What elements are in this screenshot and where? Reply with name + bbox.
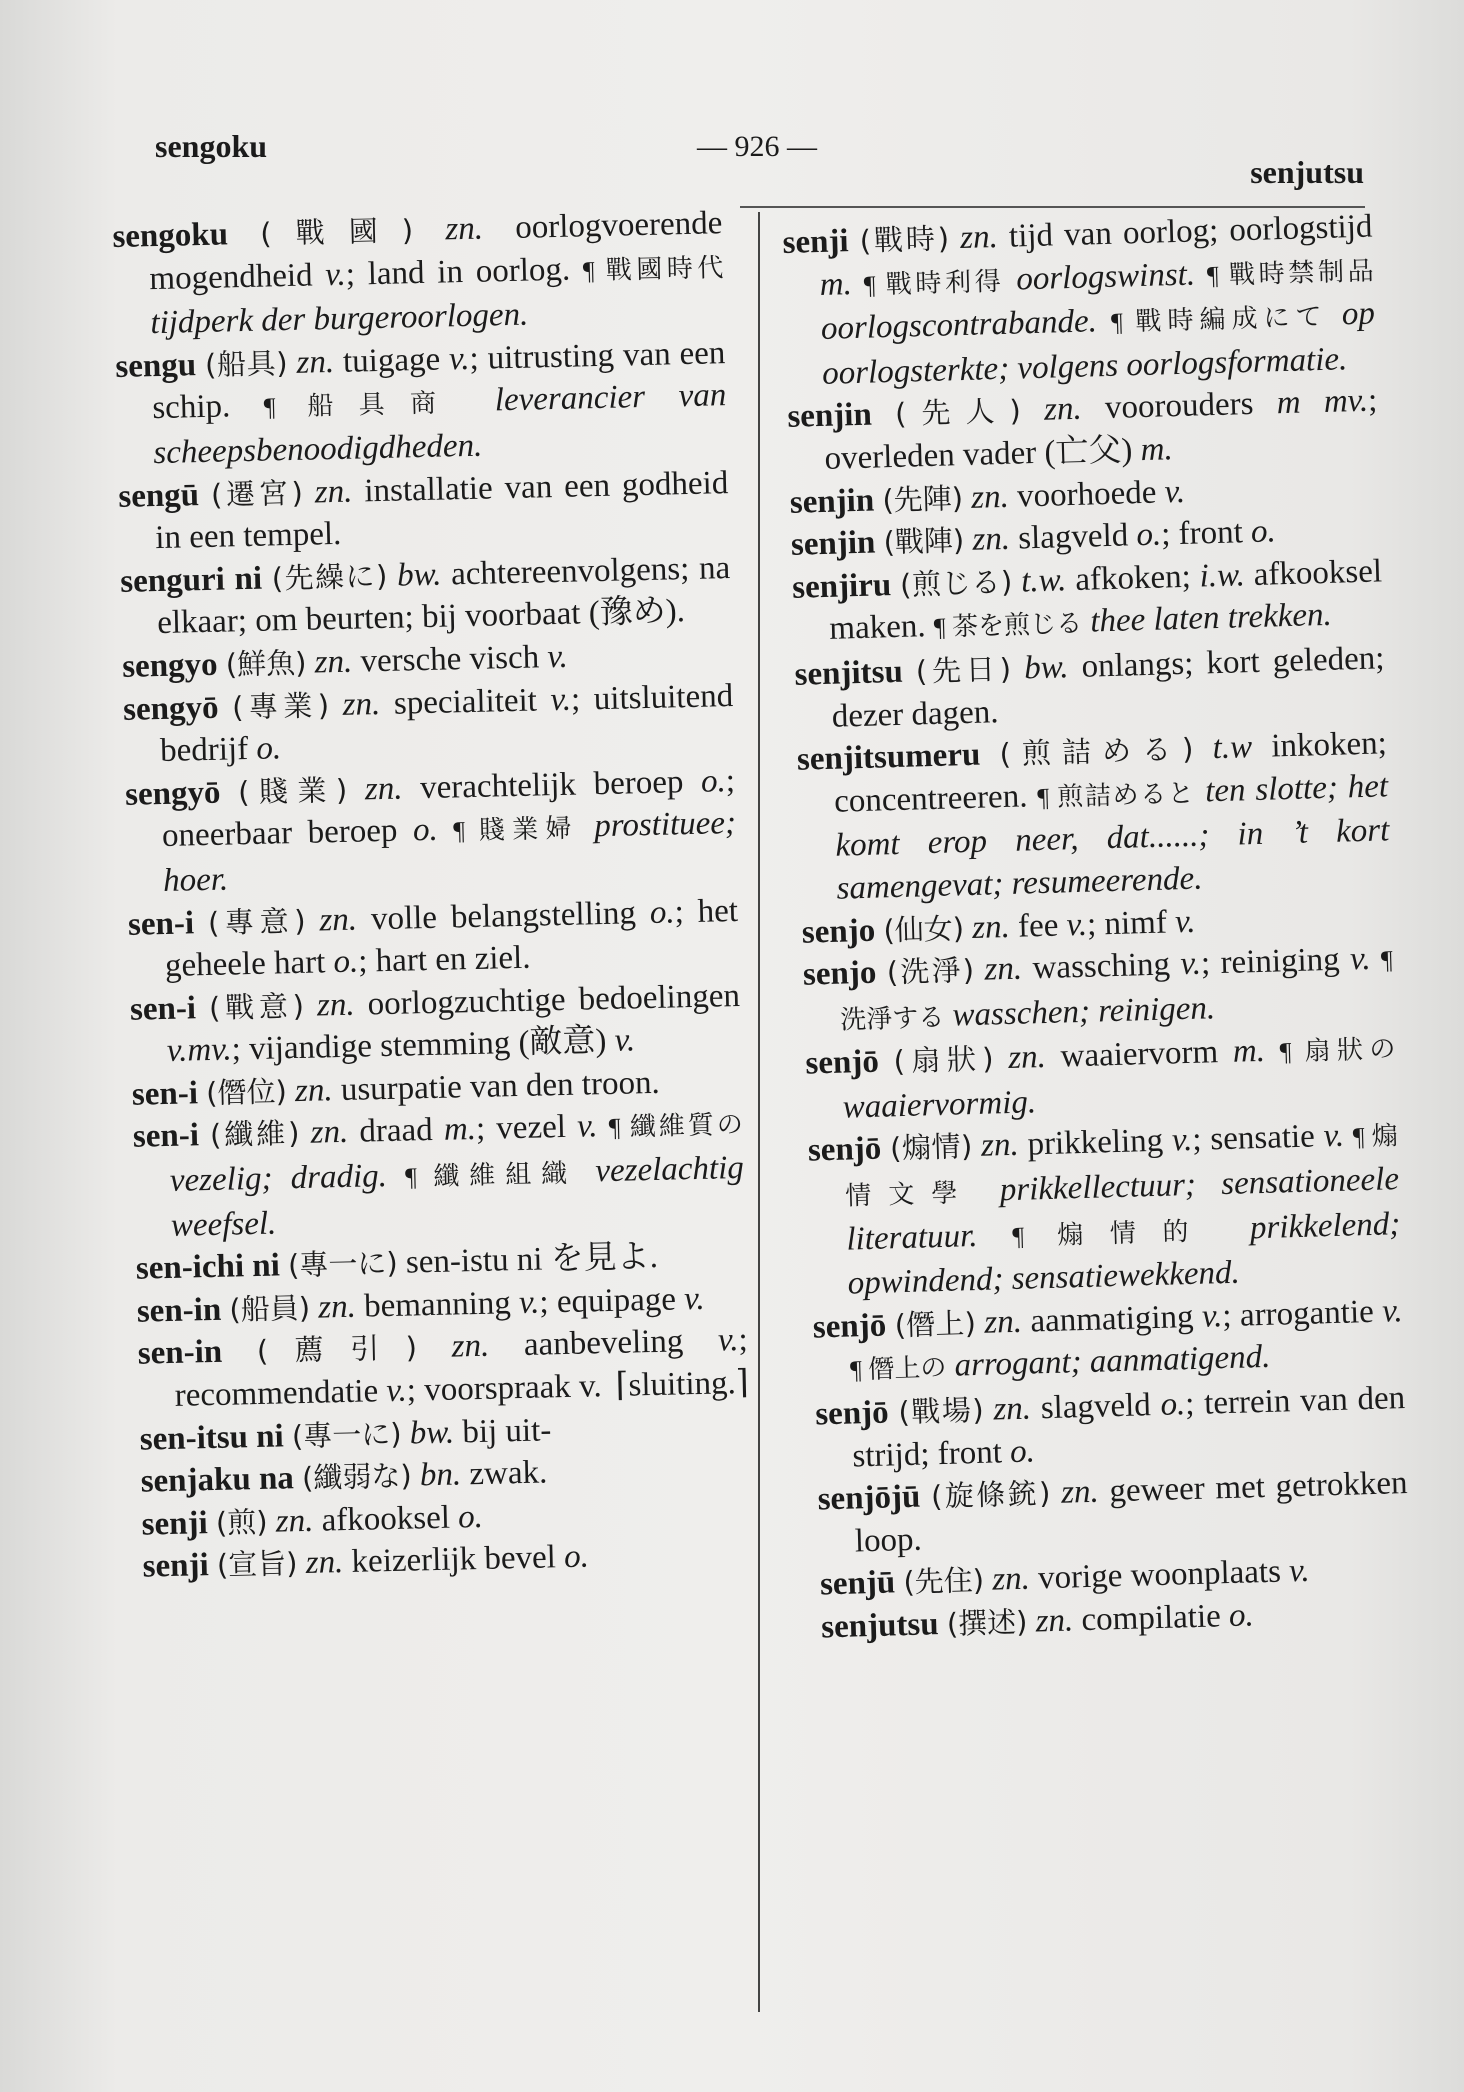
subentry-gloss: op oorlogsterkte; volgens oorlogsformatie.: [821, 295, 1376, 392]
gender: v.: [550, 681, 572, 718]
definition: ; vezel: [475, 1109, 567, 1148]
definition: installatie van een godheid in een tempel.: [154, 464, 729, 557]
part-of-speech: zn.: [1007, 1039, 1047, 1077]
kanji: (遷宮): [210, 475, 304, 512]
kanji: (先日): [915, 651, 1012, 689]
definition: oorlogzuchtige bedoelingen: [367, 977, 741, 1023]
part-of-speech: zn.: [971, 520, 1011, 558]
gender: o.: [1228, 1597, 1255, 1635]
part-of-speech: zn.: [992, 1390, 1032, 1428]
headword: senjo: [802, 954, 877, 993]
subentry-gloss: leverancier van scheepsbenoodigdheden.: [152, 377, 727, 472]
part-of-speech: bn.: [419, 1456, 462, 1494]
definition: ; sensatie: [1191, 1118, 1316, 1159]
definition: slagveld: [1017, 517, 1129, 557]
gender: o.: [700, 762, 727, 800]
gender: o.: [1135, 516, 1162, 554]
part-of-speech: t.w.: [1020, 561, 1067, 600]
part-of-speech: zn.: [294, 1072, 334, 1109]
headword: senjū: [819, 1564, 896, 1603]
gender: v.: [1174, 903, 1196, 940]
gender: o.: [255, 730, 282, 767]
dictionary-entry: [782, 206, 1377, 397]
part-of-speech: zn.: [984, 950, 1023, 988]
subentry: ¶ 戰時利得: [863, 266, 1005, 300]
right-column: [782, 206, 1412, 1650]
kanji: (纖弱な): [301, 1458, 413, 1496]
headword: senjō: [805, 1043, 880, 1082]
headword: sen-i: [129, 989, 197, 1028]
part-of-speech: zn.: [316, 986, 356, 1024]
headword: sen-i: [127, 904, 195, 943]
continuation-note: ⌈sluiting.⌉: [615, 1364, 750, 1404]
gender: o.: [1009, 1433, 1036, 1470]
kanji: (仙女): [882, 910, 965, 947]
subentry-gloss: wasschen; reinigen.: [951, 989, 1216, 1034]
definition: ; overleden vader (亡父): [824, 382, 1378, 477]
headword: senjōjū: [817, 1478, 921, 1518]
definition: waaiervorm: [1060, 1034, 1219, 1075]
gender: v.: [1171, 1122, 1193, 1159]
dictionary-entry: [123, 675, 735, 774]
part-of-speech: zn.: [959, 218, 999, 257]
part-of-speech: zn.: [317, 1288, 357, 1326]
definition: geweer met getrokken loop.: [854, 1465, 1408, 1560]
headword: senji: [142, 1547, 210, 1586]
headword: senjitsumeru: [796, 736, 981, 778]
subentry: ¶ 洗淨する: [839, 945, 1394, 1035]
part-of-speech: zn.: [342, 685, 381, 723]
subentry-gloss: thee laten trekken.: [1089, 597, 1333, 640]
part-of-speech: bw.: [396, 556, 442, 594]
dictionary-entry: [137, 1319, 749, 1418]
dictionary-entry: [805, 1026, 1397, 1130]
subentry-gloss: ten slotte; het komt erop neer, dat......; in ’t kort samengevat; resumeerende.: [834, 768, 1390, 907]
definition: ; oneerbaar beroep: [161, 762, 736, 855]
gender: v.: [1201, 1297, 1223, 1335]
headword: sengu: [115, 346, 197, 385]
kanji: (船具): [204, 345, 288, 382]
definition: afkooksel maken.: [828, 553, 1383, 648]
headword: sen-i: [132, 1117, 200, 1156]
kanji: (船員): [229, 1290, 311, 1327]
kanji: (鮮魚): [225, 645, 307, 682]
subentry-gloss: arrogant; aanmatigend.: [954, 1339, 1271, 1385]
definition: compilatie: [1081, 1598, 1222, 1639]
subentry-gloss: waaiervormig.: [842, 1084, 1037, 1126]
gender: m.: [819, 265, 853, 303]
definition: versche visch: [360, 639, 540, 680]
gender: m.: [1140, 431, 1174, 469]
subentry-gloss: prikkellectuur; sensationeele literatuur.: [845, 1161, 1400, 1258]
gender: v.: [385, 1372, 408, 1410]
part-of-speech: zn.: [275, 1502, 314, 1540]
dictionary-entry: [128, 889, 740, 988]
definition: keizerlijk bevel: [351, 1539, 557, 1581]
headword: sengyo: [121, 646, 218, 685]
gender: v.: [1288, 1553, 1311, 1590]
subentry-gloss: vezelig; dradig.: [169, 1158, 388, 1199]
definition: draad: [359, 1112, 434, 1151]
subentry: ¶ 戰時編成にて: [1110, 301, 1328, 338]
definition: ; uitsluitend bedrijf: [159, 677, 734, 770]
gender: o.: [563, 1538, 590, 1576]
kanji: (撰述): [946, 1604, 1028, 1641]
kanji: (煎): [215, 1504, 268, 1540]
definition: ; vijandige stemming (敵意): [231, 1023, 607, 1068]
part-of-speech: zn.: [444, 210, 484, 248]
definition: ; front: [1160, 514, 1244, 553]
part-of-speech: zn.: [980, 1127, 1020, 1165]
headword: senjin: [789, 482, 875, 521]
kanji: (專一に): [287, 1246, 399, 1283]
definition: voorouders: [1104, 386, 1254, 427]
part-of-speech: zn.: [310, 1114, 349, 1152]
definition: afkooksel: [321, 1499, 451, 1539]
definition: vorige woonplaats: [1037, 1554, 1282, 1597]
gender: v.: [1323, 1118, 1345, 1155]
gender: v.: [1349, 940, 1372, 978]
gender: v.: [576, 1108, 598, 1146]
definition: specialiteit: [393, 682, 538, 722]
definition: ; het geheele hart: [164, 892, 739, 985]
headword: senjitsu: [794, 653, 904, 693]
definition: ; nimf: [1086, 904, 1168, 943]
kanji: (薦引): [256, 1330, 418, 1369]
gender: o.: [457, 1498, 484, 1536]
subentry: ¶ 煽情文學: [844, 1121, 1399, 1211]
left-column: [112, 202, 753, 1588]
part-of-speech: zn.: [364, 770, 403, 808]
kanji: (戰陣): [883, 523, 965, 560]
subentry-gloss: prostituee; hoer.: [162, 805, 737, 899]
dictionary-entry: [125, 760, 738, 904]
definition: achtereenvolgens; na elkaar; om beurten; bij voorbaat (豫め).: [156, 549, 731, 642]
part-of-speech: t.w: [1212, 729, 1253, 767]
kanji: (洗淨): [886, 953, 975, 990]
headword: senguri ni: [119, 560, 263, 600]
definition: ; land in oorlog.: [345, 251, 571, 293]
subentry: ¶ 扇狀の: [1279, 1034, 1396, 1067]
headword: sengoku: [112, 216, 229, 255]
part-of-speech: zn.: [1060, 1473, 1100, 1511]
headword: sen-itsu ni: [139, 1418, 285, 1458]
dictionary-entry: [115, 332, 728, 476]
definition: voorhoede: [1016, 474, 1157, 515]
kanji: (專意): [207, 903, 306, 940]
kanji: (旋條銃): [930, 1476, 1051, 1514]
definition: aanbeveling: [523, 1323, 684, 1364]
definition: ; arrogantie: [1221, 1293, 1375, 1334]
subentry: ¶ 煽情的: [1012, 1215, 1216, 1251]
part-of-speech: zn.: [1043, 391, 1083, 429]
part-of-speech: bw.: [409, 1414, 455, 1452]
part-of-speech: zn.: [971, 908, 1011, 946]
definition: onlangs; kort geleden; dezer dagen.: [831, 640, 1385, 735]
gender: m mv.: [1276, 383, 1369, 422]
definition: ; terrein van den strijd; front: [851, 1380, 1406, 1475]
dictionary-entry: [132, 1102, 745, 1248]
dictionary-entry: [807, 1114, 1402, 1307]
headword: senjō: [812, 1307, 887, 1346]
dictionary-entry: [118, 462, 730, 561]
definition: bij uit-: [461, 1411, 552, 1450]
definition: ; hart en ziel.: [357, 939, 531, 980]
headword: senjō: [814, 1394, 890, 1433]
subentry-gloss: tijdperk der burgeroorlogen.: [150, 296, 529, 342]
gender: m.: [443, 1111, 477, 1149]
gender: o.: [333, 943, 359, 981]
part-of-speech: i.w.: [1199, 556, 1246, 595]
subentry: ¶ 戰時禁制品: [1206, 256, 1375, 290]
headword: sengyō: [122, 689, 219, 728]
part-of-speech: zn.: [319, 901, 358, 938]
kanji: (宣旨): [216, 1546, 298, 1583]
headword: senjiru: [791, 566, 892, 606]
definition: volle belangstelling: [370, 894, 637, 937]
gender: v.: [1179, 945, 1202, 983]
dictionary-entry: [130, 975, 742, 1074]
subentry: ¶ 船具商: [263, 388, 462, 422]
headword: sengyō: [124, 774, 221, 813]
definition: ; equipage: [539, 1281, 677, 1321]
kanji: (煎詰める): [999, 731, 1194, 772]
part-of-speech: bw.: [1023, 649, 1069, 687]
gender: o.: [1250, 513, 1277, 551]
gender: v.: [324, 256, 347, 293]
subentry: ¶ 煎詰めると: [1036, 778, 1196, 812]
subentry-gloss: prikkelend; opwindend; sensatiewekkend.: [847, 1205, 1401, 1302]
gender: v.mv.: [166, 1031, 233, 1070]
headword: senjō: [807, 1131, 882, 1170]
gender: o.: [412, 812, 439, 849]
page-number: — 926 —: [697, 130, 817, 163]
definition: sen-istu ni を見よ.: [405, 1239, 659, 1281]
running-head: [150, 128, 1364, 190]
part-of-speech: zn.: [305, 1544, 344, 1582]
gender: v.: [1066, 906, 1088, 943]
headword: senjo: [801, 912, 876, 951]
subentry: ¶ 戰國時代: [582, 252, 724, 285]
dictionary-entry: [112, 202, 725, 346]
gender: v.: [1381, 1292, 1404, 1330]
gender: v.: [518, 1284, 540, 1321]
subentry-gloss: oorlogscontrabande.: [820, 303, 1098, 348]
gender: o.: [649, 893, 676, 931]
kanji: (專一に): [291, 1416, 402, 1453]
kanji: (專業): [231, 687, 330, 724]
definition: ; uitrusting van een schip.: [151, 334, 726, 427]
kanji: (先人): [894, 393, 1022, 432]
part-of-speech: zn.: [983, 1303, 1023, 1341]
header-right-word: senjutsu: [1250, 154, 1364, 190]
kanji: (戰國): [259, 213, 414, 251]
definition: bemanning: [363, 1285, 512, 1325]
part-of-speech: zn.: [451, 1328, 490, 1366]
definition: tuigage: [342, 341, 441, 380]
column-divider: [758, 212, 760, 2012]
definition: oorlogvoerende mogendheid: [149, 205, 723, 297]
gender: v.: [546, 638, 569, 676]
part-of-speech: zn.: [314, 643, 353, 681]
kanji: (扇狀): [893, 1041, 995, 1079]
definition: ; reiniging: [1200, 941, 1341, 982]
kanji: (煽情): [889, 1129, 973, 1166]
part-of-speech: zn.: [296, 343, 335, 381]
kanji: (先繰に): [271, 558, 388, 596]
dictionary-entry: [815, 1377, 1407, 1479]
kanji: (戰意): [208, 988, 305, 1025]
kanji: (賤業): [237, 772, 348, 810]
definition: usurpatie van den troon.: [340, 1064, 661, 1108]
gender: v.: [717, 1322, 739, 1359]
gender: v.: [683, 1280, 706, 1318]
subentry: ¶ 纖維質の: [608, 1110, 744, 1143]
kanji: (纖維): [209, 1116, 300, 1153]
definition: ; voorspraak v.: [406, 1368, 603, 1409]
gender: v.: [448, 340, 470, 378]
subentry-gloss: vezelachtig weefsel.: [170, 1149, 745, 1244]
gender: o.: [1160, 1386, 1186, 1423]
definition: wassching: [1032, 946, 1171, 987]
kanji: (煎じる): [899, 564, 1013, 602]
part-of-speech: zn.: [970, 478, 1010, 516]
definition: ; recommendatie: [174, 1322, 749, 1414]
part-of-speech: zn.: [991, 1561, 1031, 1599]
kanji: (先陣): [881, 480, 964, 517]
kanji: (先住): [902, 1563, 985, 1600]
dictionary-entry: [794, 637, 1386, 739]
headword: sen-in: [137, 1334, 223, 1373]
headword: senjin: [790, 524, 876, 564]
headword: senjin: [786, 396, 873, 436]
headword: senjaku na: [140, 1460, 295, 1500]
headword: sen-in: [136, 1291, 222, 1330]
headword: senji: [141, 1504, 209, 1543]
definition: fee: [1017, 907, 1059, 945]
dictionary-entry: [792, 550, 1384, 654]
headword: senjutsu: [820, 1606, 940, 1646]
subentry: ¶ 僭上の: [849, 1353, 947, 1385]
gender: v.: [614, 1022, 636, 1060]
definition: zwak.: [469, 1454, 548, 1493]
kanji: (戰時): [859, 221, 950, 258]
subentry: ¶ 茶を煎じる: [933, 609, 1083, 643]
subentry-gloss: oorlogswinst.: [1015, 256, 1196, 298]
definition: slagveld: [1040, 1387, 1152, 1427]
subentry: ¶ 賤業婦: [452, 813, 580, 846]
dictionary-entry: [812, 1290, 1404, 1394]
kanji: (僭位): [205, 1074, 288, 1110]
gender: v.: [1164, 473, 1186, 510]
definition: verachtelijk beroep: [419, 763, 684, 806]
part-of-speech: zn.: [1035, 1602, 1074, 1640]
definition: inkoken; concentreeren.: [833, 725, 1388, 820]
dictionary-entry: [120, 547, 732, 646]
header-left-word: sengoku: [155, 128, 268, 164]
headword: sen-i: [131, 1075, 199, 1113]
definition: prikkeling: [1027, 1123, 1164, 1163]
dictionary-entry: [817, 1462, 1409, 1564]
definition: tijd van oorlog; oorlogstijd: [1008, 208, 1373, 255]
kanji: (僭上): [894, 1305, 977, 1343]
dictionary-entry: [796, 722, 1391, 911]
subentry: ¶ 纖維組織: [404, 1158, 578, 1192]
definition: afkoken;: [1074, 558, 1192, 598]
headword: senji: [782, 223, 850, 261]
dictionary-entry: [787, 380, 1379, 482]
definition: aanmatiging: [1029, 1298, 1194, 1340]
kanji: (戰場): [897, 1392, 985, 1430]
dictionary-entry: [802, 937, 1394, 1043]
headword: sengū: [117, 476, 200, 515]
part-of-speech: zn.: [314, 473, 353, 511]
gender: m.: [1232, 1033, 1266, 1071]
headword: sen-ichi ni: [135, 1247, 281, 1287]
